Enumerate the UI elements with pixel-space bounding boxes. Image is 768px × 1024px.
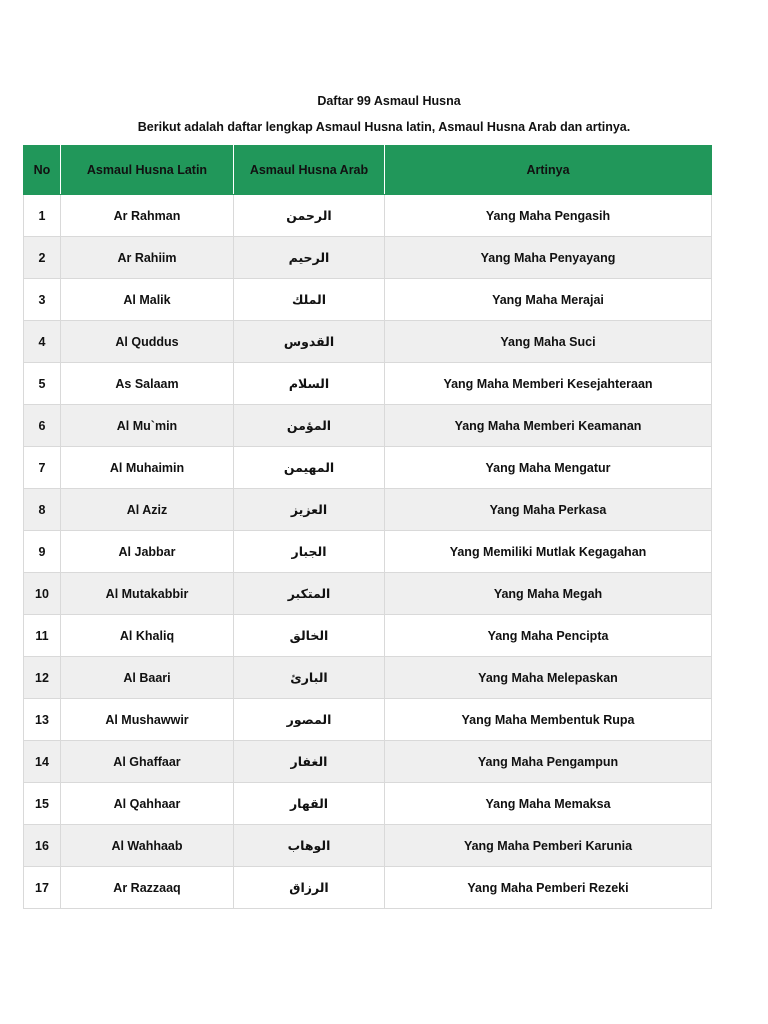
cell-latin: Al Ghaffaar [61,741,234,783]
cell-arab: الوهاب [234,825,385,867]
cell-arab: الرحيم [234,237,385,279]
header-arab: Asmaul Husna Arab [234,146,385,195]
document-title: Daftar 99 Asmaul Husna [317,94,461,108]
cell-no: 14 [24,741,61,783]
cell-arti: Yang Maha Memberi Kesejahteraan [385,363,712,405]
cell-arti: Yang Maha Pengasih [385,195,712,237]
cell-latin: Al Mushawwir [61,699,234,741]
cell-arab: الرزاق [234,867,385,909]
table-row [24,363,712,405]
cell-no: 12 [24,657,61,699]
cell-arab: البارئ [234,657,385,699]
table-row [24,489,712,531]
cell-arti: Yang Maha Pencipta [385,615,712,657]
cell-latin: Al Muhaimin [61,447,234,489]
table-row [24,237,712,279]
table-row [24,867,712,909]
header-no: No [24,146,61,195]
cell-latin: Al Quddus [61,321,234,363]
cell-arab: المؤمن [234,405,385,447]
cell-latin: Al Qahhaar [61,783,234,825]
cell-latin: Al Malik [61,279,234,321]
cell-arti: Yang Maha Megah [385,573,712,615]
cell-no: 6 [24,405,61,447]
cell-no: 5 [24,363,61,405]
cell-arti: Yang Maha Membentuk Rupa [385,699,712,741]
cell-no: 16 [24,825,61,867]
cell-no: 2 [24,237,61,279]
cell-latin: Ar Razzaaq [61,867,234,909]
cell-arti: Yang Memiliki Mutlak Kegagahan [385,531,712,573]
cell-no: 13 [24,699,61,741]
cell-arti: Yang Maha Suci [385,321,712,363]
header-latin: Asmaul Husna Latin [61,146,234,195]
table-row [24,195,712,237]
cell-arab: الخالق [234,615,385,657]
cell-arab: المصور [234,699,385,741]
cell-latin: Al Khaliq [61,615,234,657]
cell-arab: الرحمن [234,195,385,237]
cell-arti: Yang Maha Pemberi Rezeki [385,867,712,909]
cell-latin: Al Wahhaab [61,825,234,867]
cell-arti: Yang Maha Melepaskan [385,657,712,699]
cell-arti: Yang Maha Merajai [385,279,712,321]
cell-latin: Al Aziz [61,489,234,531]
cell-no: 15 [24,783,61,825]
table-row [24,531,712,573]
table-row [24,783,712,825]
cell-arab: الجبار [234,531,385,573]
cell-latin: Ar Rahman [61,195,234,237]
cell-no: 7 [24,447,61,489]
cell-arti: Yang Maha Pemberi Karunia [385,825,712,867]
cell-latin: As Salaam [61,363,234,405]
header-arti: Artinya [385,146,712,195]
cell-latin: Al Jabbar [61,531,234,573]
cell-arab: السلام [234,363,385,405]
table-row [24,657,712,699]
cell-latin: Ar Rahiim [61,237,234,279]
cell-arab: القدوس [234,321,385,363]
asmaul-husna-table [23,145,712,909]
table-body [24,195,712,909]
cell-no: 11 [24,615,61,657]
table-row [24,447,712,489]
cell-arti: Yang Maha Memaksa [385,783,712,825]
cell-no: 8 [24,489,61,531]
cell-arti: Yang Maha Memberi Keamanan [385,405,712,447]
table-row [24,615,712,657]
cell-latin: Al Baari [61,657,234,699]
table-row [24,699,712,741]
cell-arti: Yang Maha Perkasa [385,489,712,531]
table-row [24,279,712,321]
cell-no: 3 [24,279,61,321]
cell-arab: المهيمن [234,447,385,489]
table-row [24,741,712,783]
cell-arti: Yang Maha Mengatur [385,447,712,489]
cell-no: 1 [24,195,61,237]
cell-arab: القهار [234,783,385,825]
cell-arti: Yang Maha Penyayang [385,237,712,279]
cell-arti: Yang Maha Pengampun [385,741,712,783]
cell-no: 10 [24,573,61,615]
cell-arab: المتكبر [234,573,385,615]
cell-no: 4 [24,321,61,363]
table-row [24,573,712,615]
cell-no: 17 [24,867,61,909]
table-header-row [24,146,712,195]
document-subtitle: Berikut adalah daftar lengkap Asmaul Husna latin, Asmaul Husna Arab dan artinya. [137,120,631,134]
table-row [24,321,712,363]
table-row [24,825,712,867]
cell-latin: Al Mutakabbir [61,573,234,615]
cell-no: 9 [24,531,61,573]
table-row [24,405,712,447]
cell-arab: الملك [234,279,385,321]
cell-arab: الغفار [234,741,385,783]
cell-latin: Al Mu`min [61,405,234,447]
cell-arab: العزيز [234,489,385,531]
